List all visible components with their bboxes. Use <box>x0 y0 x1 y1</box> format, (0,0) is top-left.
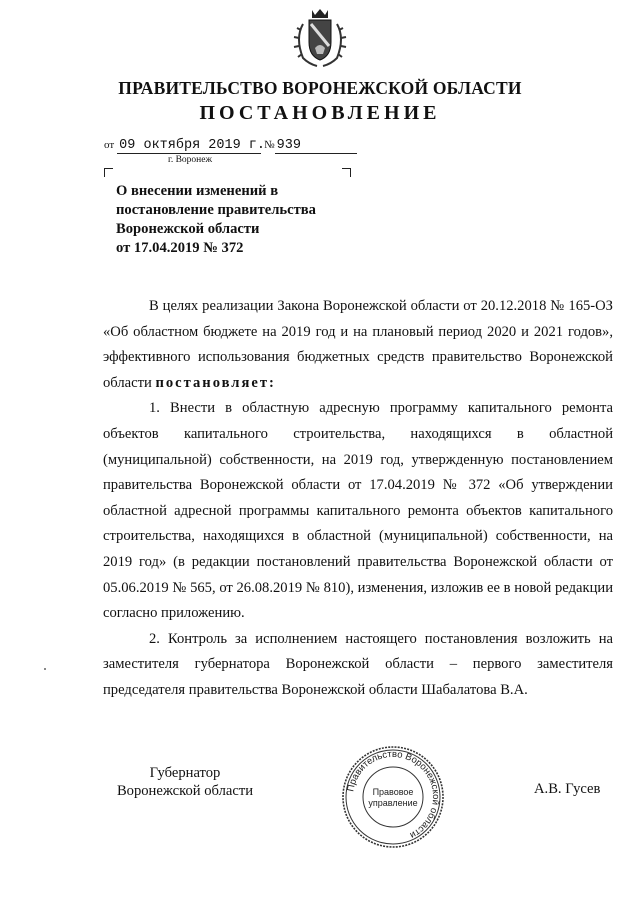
official-stamp-icon <box>340 744 446 850</box>
preamble-paragraph <box>103 294 613 396</box>
document-kind: ПОСТАНОВЛЕНИЕ <box>199 102 441 124</box>
document-date: 09 октября 2019 г. <box>119 138 265 153</box>
preamble-text: В целях реализации Закона Воронежской области от 20.12.2018 № 165-ОЗ «Об областном бюджете на 2019 год и на плановый период 2020 и 2021 годов», эффективного использования бюджетных средств правительство Воронежской области <box>103 298 613 391</box>
subject-line: от 17.04.2019 № 372 <box>116 240 244 256</box>
document-body <box>103 294 613 704</box>
subject-line: Воронежской области <box>116 221 260 237</box>
stamp-center-line: управление <box>368 798 418 808</box>
item-1-paragraph: 1. Внести в областную адресную программу капитального ремонта объектов капитального строительства, находящихся в областной (муниципальной) собственности, на 2019 год, утвержденную постановлением правительства Воронежской области от 17.04.2019 № 372 «Об утверждении областной адресной программы капитального ремонта объектов капитального строительства, находящихся в областной (муниципальной) собственности, на 2019 год» (в редакции постановлений правительства Воронежской области от 05.06.2019 № 565, от 26.08.2019 № 810), изменения, изложив ее в новой редакции согласно приложению. <box>103 400 613 622</box>
signatory-title <box>100 764 270 800</box>
stamp-ring-text: Правительство Воронежской области <box>345 748 442 841</box>
date-number-line <box>104 137 357 155</box>
signatory-name: А.В. Гусев <box>534 781 601 797</box>
city-label: г. Воронеж <box>168 155 213 165</box>
subject-line: О внесении изменений в <box>116 183 279 199</box>
stamp-center-line: Правовое <box>372 787 414 797</box>
date-label: от <box>104 139 115 151</box>
signatory-title-line: Губернатор <box>149 765 221 781</box>
resolves-word: постановляет: <box>155 374 276 391</box>
subject-bracket-left <box>104 168 113 177</box>
government-title: ПРАВИТЕЛЬСТВО ВОРОНЕЖСКОЙ ОБЛАСТИ <box>118 78 522 98</box>
subject-line: постановление правительства <box>116 202 316 218</box>
coat-of-arms-icon <box>285 6 355 70</box>
number-label: № <box>264 139 275 151</box>
item-2-paragraph: 2. Контроль за исполнением настоящего постановления возложить на заместителя губернатора Воронежской области – первого заместителя председателя правительства Воронежской области Шабалатова В.А. <box>103 630 613 698</box>
document-number: 939 <box>275 138 357 154</box>
subject-bracket-right <box>342 168 351 177</box>
document-subject <box>116 182 356 258</box>
signatory-title-line: Воронежской области <box>116 783 254 799</box>
scan-speck <box>44 668 46 670</box>
